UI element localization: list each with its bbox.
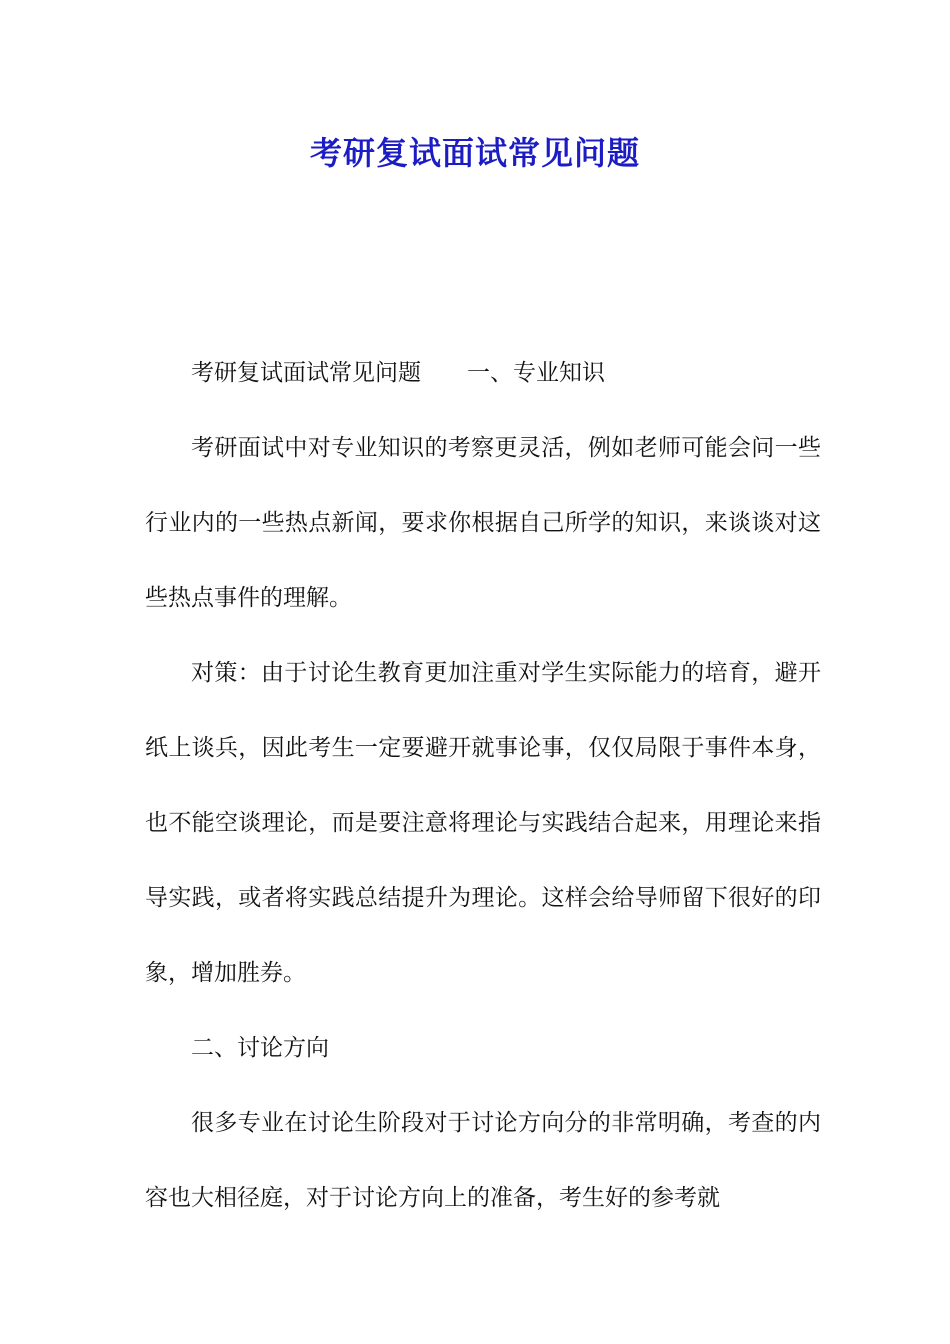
document-body: [145, 336, 821, 1236]
heading-line: [145, 336, 821, 411]
paragraph-1: 考研面试中对专业知识的考察更灵活，例如老师可能会问一些行业内的一些热点新闻，要求你根据自己所学的知识，来谈谈对这些热点事件的理解。: [145, 435, 821, 611]
section-heading-1: 一、专业知识: [467, 360, 605, 386]
heading-line-left: 考研复试面试常见问题: [191, 360, 421, 386]
document-title: 考研复试面试常见问题: [309, 134, 640, 172]
section-heading-2: 二、讨论方向: [191, 1035, 329, 1061]
paragraph-2: 对策：由于讨论生教育更加注重对学生实际能力的培育，避开纸上谈兵，因此考生一定要避开就事论事，仅仅局限于事件本身，也不能空谈理论，而是要注意将理论与实践结合起来，用理论来指导实践，或者将实践总结提升为理论。这样会给导师留下很好的印象，增加胜券。: [145, 660, 821, 986]
paragraph-3: 很多专业在讨论生阶段对于讨论方向分的非常明确，考查的内容也大相径庭，对于讨论方向上的准备，考生好的参考就: [145, 1110, 821, 1211]
